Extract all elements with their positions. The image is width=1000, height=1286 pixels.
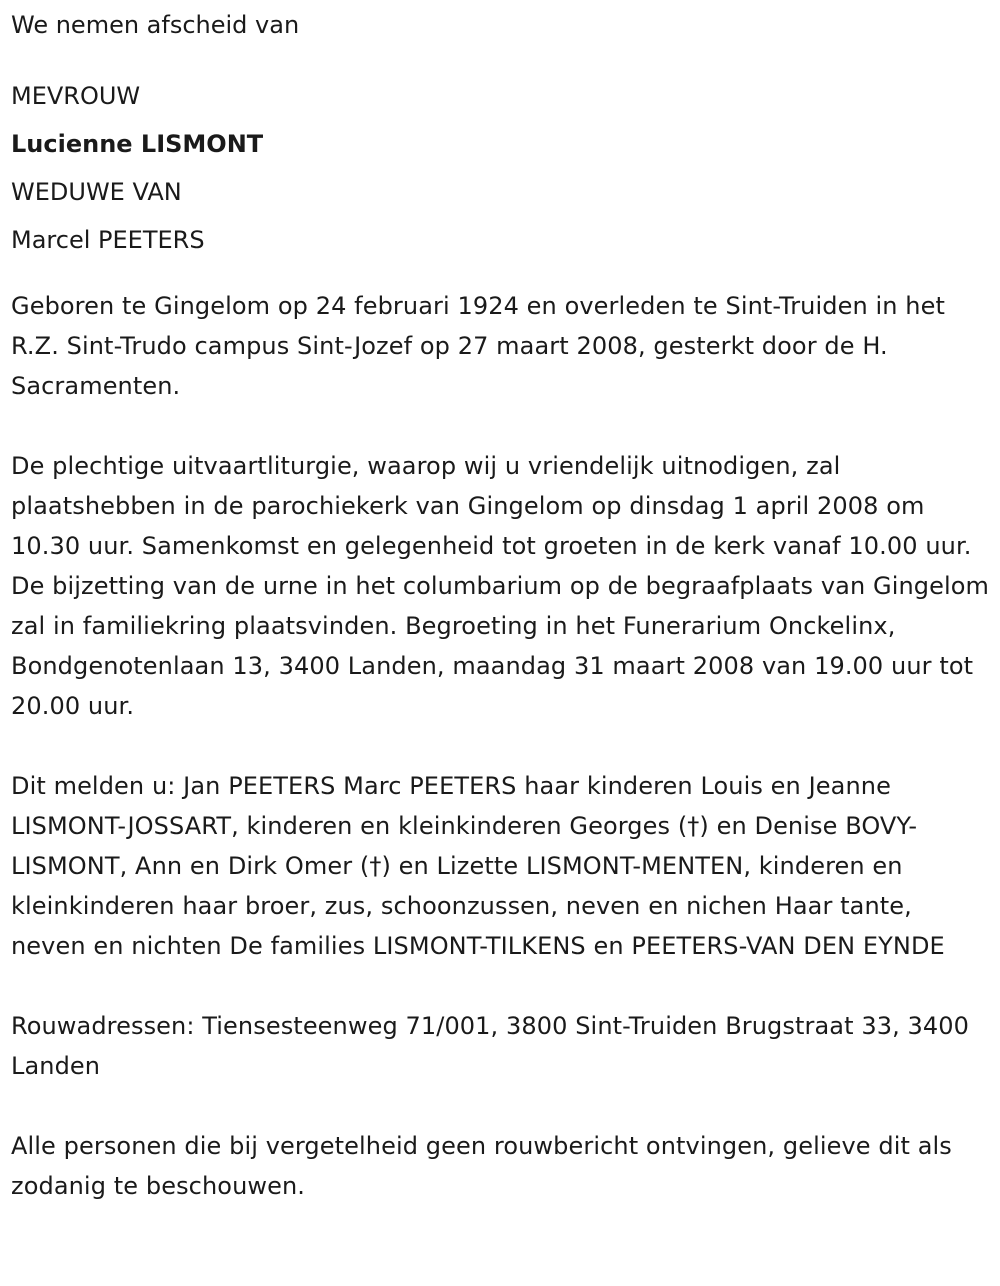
addresses-paragraph: Rouwadressen: Tiensesteenweg 71/001, 3800 Sint-Truiden Brugstraat 33, 3400 Landen bbox=[11, 1012, 970, 1080]
intro-text: We nemen afscheid van bbox=[11, 11, 300, 39]
deceased-title: MEVROUW bbox=[11, 82, 141, 110]
spouse-name: Marcel PEETERS bbox=[11, 226, 205, 254]
funeral-paragraph: De plechtige uitvaartliturgie, waarop wij u vriendelijk uitnodigen, zal plaatshebben in de parochiekerk van Gingelom op dinsdag 1 april 2008 om 10.30 uur. Samenkomst en gelegenheid tot groeten in de kerk vanaf 10.00 uur. De bijzetting van de urne in het columbarium op de begraafplaats van Gingelom zal in familiekring plaatsvinden. Begroeting in het Funerarium Onckelinx, Bondgenotenlaan 13, 3400 Landen, maandag 31 maart 2008 van 19.00 uur tot 20.00 uur. bbox=[11, 452, 990, 720]
deceased-relation: WEDUWE VAN bbox=[11, 178, 182, 206]
family-paragraph: Dit melden u: Jan PEETERS Marc PEETERS haar kinderen Louis en Jeanne LISMONT-JOSSART, kinderen en kleinkinderen Georges (†) en Denise BOVY-LISMONT, Ann en Dirk Omer (†) en Lizette LISMONT-MENTEN, kinderen en kleinkinderen haar broer, zus, schoonzussen, neven en nichen Haar tante, neven en nichten De families LISMONT-TILKENS en PEETERS-VAN DEN EYNDE bbox=[11, 772, 945, 960]
deceased-name: Lucienne LISMONT bbox=[11, 130, 264, 158]
closing-paragraph: Alle personen die bij vergetelheid geen rouwbericht ontvingen, gelieve dit als zodanig te beschouwen. bbox=[11, 1132, 952, 1200]
birth-death-paragraph: Geboren te Gingelom op 24 februari 1924 en overleden te Sint-Truiden in het R.Z. Sint-Trudo campus Sint-Jozef op 27 maart 2008, gesterkt door de H. Sacramenten. bbox=[11, 292, 945, 400]
deceased-block bbox=[11, 72, 990, 264]
